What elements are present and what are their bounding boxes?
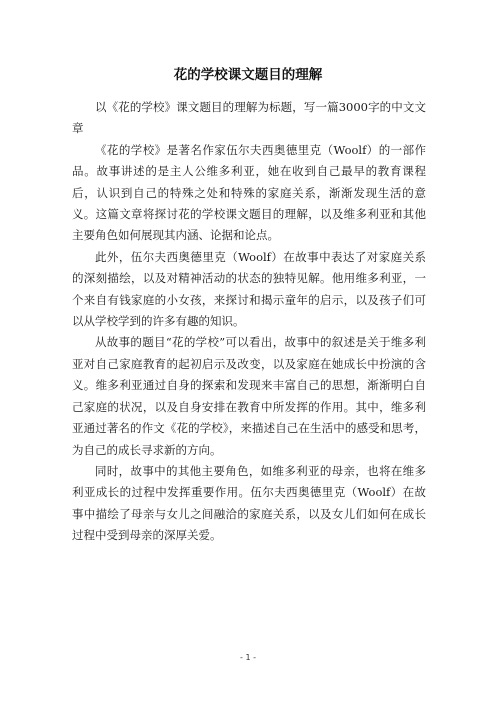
- page-number: - 1 -: [240, 653, 256, 662]
- document-title: 花的学校课文题目的理解: [173, 67, 323, 83]
- paragraph: 此外，伍尔夫西奥德里克（Woolf）在故事中表达了对家庭关系的深刻描绘，以及对精神活动的状态的独特见解。他用维多利亚，一个来自有钱家庭的小女孩，来探讨和揭示童年的启示，以及孩子们可以从学校学到的许多有趣的知识。: [72, 249, 426, 329]
- document-body: [72, 97, 426, 547]
- paragraph: 以《花的学校》课文题目的理解为标题，写一篇3000字的中文文章: [72, 100, 426, 136]
- paragraph: 从故事的题目“花的学校”可以看出，故事中的叙述是关于维多利亚对自己家庭教育的起初启示及改变，以及家庭在她成长中扮演的含义。维多利亚通过自身的探索和发现来丰富自己的思想，渐渐明白自己家庭的状况，以及自身安排在教育中所发挥的作用。其中，维多利亚通过著名的作文《花的学校》，来描述自己在生活中的感受和思考，为自己的成长寻求新的方向。: [72, 335, 426, 457]
- paragraph: 《花的学校》是著名作家伍尔夫西奥德里克（Woolf）的一部作品。故事讲述的是主人公维多利亚，她在收到自己最早的教育课程后，认识到自己的特殊之处和特殊的家庭关系，渐渐发现生活的意义。这篇文章将探讨花的学校课文题目的理解，以及维多利亚和其他主要角色如何展现其内涵、论据和论点。: [72, 142, 426, 243]
- paragraph: 同时，故事中的其他主要角色，如维多利亚的母亲，也将在维多利亚成长的过程中发挥重要作用。伍尔夫西奥德里克（Woolf）在故事中描绘了母亲与女儿之间融洽的家庭关系，以及女儿们如何在成长过程中受到母亲的深厚关爱。: [72, 463, 426, 543]
